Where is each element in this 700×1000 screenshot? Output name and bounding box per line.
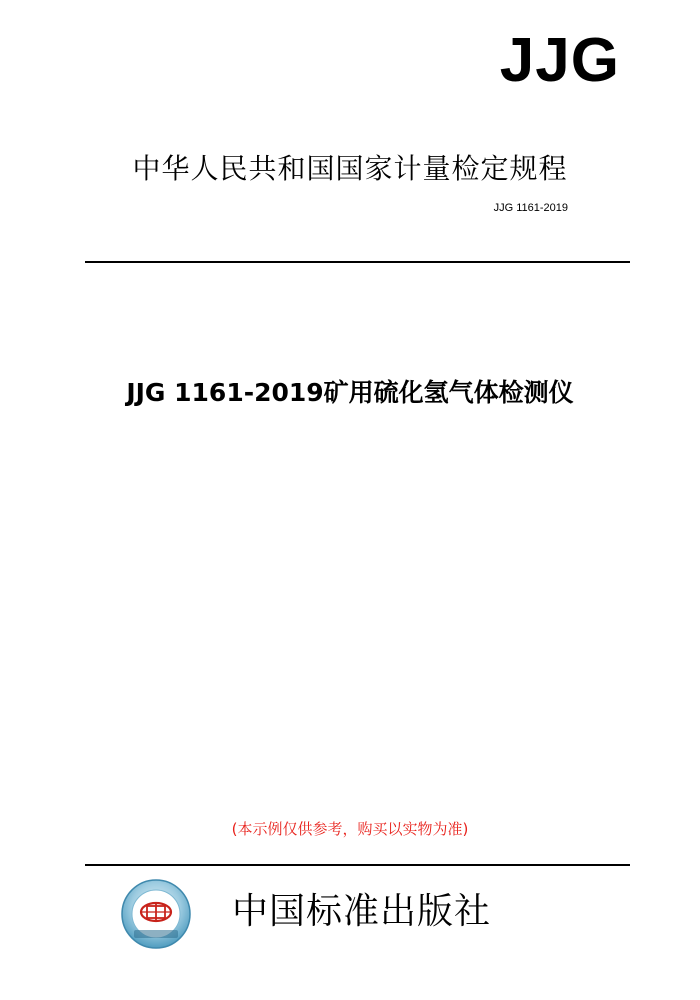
bottom-divider — [85, 864, 630, 866]
document-title: JJG 1161-2019矿用硫化氢气体检测仪 — [126, 378, 574, 407]
publisher-name: 中国标准出版社 — [232, 891, 492, 932]
standard-code: JJG 1161-2019 — [493, 202, 568, 214]
issuer-heading: 中华人民共和国国家计量检定规程 — [132, 152, 568, 185]
jjg-series-mark: JJG — [499, 26, 620, 95]
top-divider — [85, 261, 630, 263]
sample-notice: (本示例仅供参考，购买以实物为准) — [231, 820, 469, 838]
publisher-seal-icon — [120, 878, 192, 950]
